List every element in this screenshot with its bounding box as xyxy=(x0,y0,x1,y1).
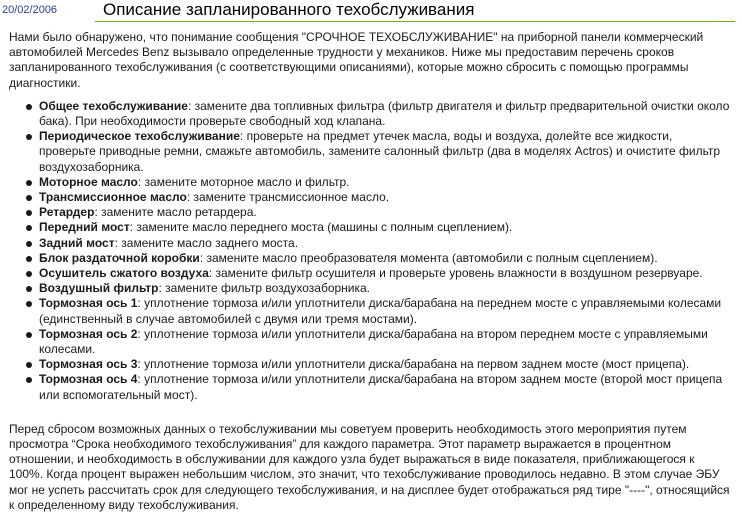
item-text: : уплотнение тормоза и/или уплотнители диска/барабана на первом заднем мосте (мост прицепа). xyxy=(137,357,690,372)
list-item xyxy=(9,296,731,326)
bullet-icon xyxy=(26,104,32,110)
list-item xyxy=(9,327,731,357)
item-term: Периодическое техобслуживание xyxy=(39,129,240,144)
bullet-icon xyxy=(26,210,32,216)
bullet-icon xyxy=(26,241,32,247)
item-term: Тормозная ось 1 xyxy=(39,296,138,311)
item-text: : замените трансмиссионное масло. xyxy=(186,190,390,205)
item-term: Воздушный фильтр xyxy=(39,281,159,296)
item-term: Передний мост xyxy=(39,220,130,235)
list-item xyxy=(9,220,731,235)
list-item xyxy=(9,236,731,251)
bullet-icon xyxy=(26,225,32,231)
page-title: Описание запланированного техобслуживания xyxy=(103,0,475,19)
item-term: Задний мост xyxy=(39,235,115,250)
intro-paragraph: Нами было обнаружено, что понимание сообщения "СРОЧНОЕ ТЕХОБСЛУЖИВАНИЕ" на приборной панели коммерческий автомобилей Mercedes Benz вызывало определенные трудности у механиков. Ниже мы предоставим перечень сроков запланированного техобслуживания (с соответствующими описаниями), которые можно сбросить с помощью программы диагностики. xyxy=(9,30,704,90)
bullet-icon xyxy=(26,271,32,277)
page-header xyxy=(0,0,742,22)
item-text: : уплотнение тормоза и/или уплотнители диска/барабана на втором переднем мосте с управляемыми колесами. xyxy=(39,326,708,357)
bullet-icon xyxy=(26,286,32,292)
maintenance-list xyxy=(9,99,731,403)
item-text: : замените масло переднего моста (машины с полным сцеплением). xyxy=(129,220,513,235)
list-item xyxy=(9,266,731,281)
item-text: : замените моторное масло и фильтр. xyxy=(137,174,350,189)
bullet-icon xyxy=(26,301,32,307)
item-term: Тормозная ось 3 xyxy=(39,357,138,372)
item-text: : замените фильтр осушителя и проверьте уровень влажности в воздушном резервуаре. xyxy=(208,266,703,281)
list-item xyxy=(9,372,731,402)
item-term: Моторное масло xyxy=(39,174,138,189)
bullet-icon xyxy=(26,134,32,140)
list-item xyxy=(9,99,731,129)
list-item xyxy=(9,251,731,266)
bullet-icon xyxy=(26,256,32,262)
item-term: Тормозная ось 4 xyxy=(39,372,138,387)
list-item xyxy=(9,175,731,190)
list-item xyxy=(9,205,731,220)
item-text: : проверьте на предмет утечек масла, воды и воздуха, долейте все жидкости, проверьте приводные ремни, смажьте автомобиль, замените салонный фильтр (два в моделях Actros) и очистите фильтр воздухозаборника. xyxy=(39,129,721,174)
closing-paragraph: Перед сбросом возможных данных о техобслуживании мы советуем проверить необходимость этого мероприятия путем просмотра “Срока необходимого техобслуживания” для каждого параметра. Этот параметр выражается в процентном отношении, и необходимость в обслуживании для каждого узла будет выражаться в виде показателя, приближающегося к 100%. Когда процент выражен небольшим числом, это значит, что техобслуживание проводилось недавно. В этом случае ЭБУ мог не успеть рассчитать срок для следующего техобслуживания, и на дисплее будет отображаться ряд тире "----", относящийся к определенному виду техобслуживания. xyxy=(9,421,730,512)
list-item xyxy=(9,281,731,296)
publication-date: 20/02/2006 xyxy=(2,4,58,16)
item-text: : замените масло заднего моста. xyxy=(114,235,299,250)
item-term: Осушитель сжатого воздуха xyxy=(39,266,209,281)
item-term: Тормозная ось 2 xyxy=(39,326,138,341)
article-body xyxy=(9,30,731,513)
bullet-icon xyxy=(26,180,32,186)
list-item xyxy=(9,190,731,205)
item-term: Ретардер xyxy=(39,205,95,220)
bullet-icon xyxy=(26,332,32,338)
title-underline xyxy=(95,21,735,22)
item-term: Блок раздаточной коробки xyxy=(39,250,200,265)
bullet-icon xyxy=(26,377,32,383)
item-text: : замените масло ретардера. xyxy=(94,205,257,220)
item-text: : замените два топливных фильтра (фильтр двигателя и фильтр предварительной очистки около бака). При необходимости проверьте свободный ход клапана. xyxy=(39,98,730,129)
bullet-icon xyxy=(26,362,32,368)
item-text: : уплотнение тормоза и/или уплотнители диска/барабана на переднем мосте с управляемыми колесами (единственный в случае автомобилей с двумя или тремя мостами). xyxy=(39,296,722,326)
item-term: Трансмиссионное масло xyxy=(39,190,187,205)
item-text: : замените масло преобразователя момента (автомобили с полным сцеплением). xyxy=(199,250,658,265)
bullet-icon xyxy=(26,195,32,201)
item-text: : уплотнение тормоза и/или уплотнители диска/барабана на втором заднем мосте (второй мост прицепа или вспомогательный мост). xyxy=(39,372,723,402)
list-item xyxy=(9,357,731,372)
item-term: Общее техобслуживание xyxy=(39,98,188,113)
item-text: : замените фильтр воздухозаборника. xyxy=(158,281,371,296)
list-item xyxy=(9,129,731,175)
